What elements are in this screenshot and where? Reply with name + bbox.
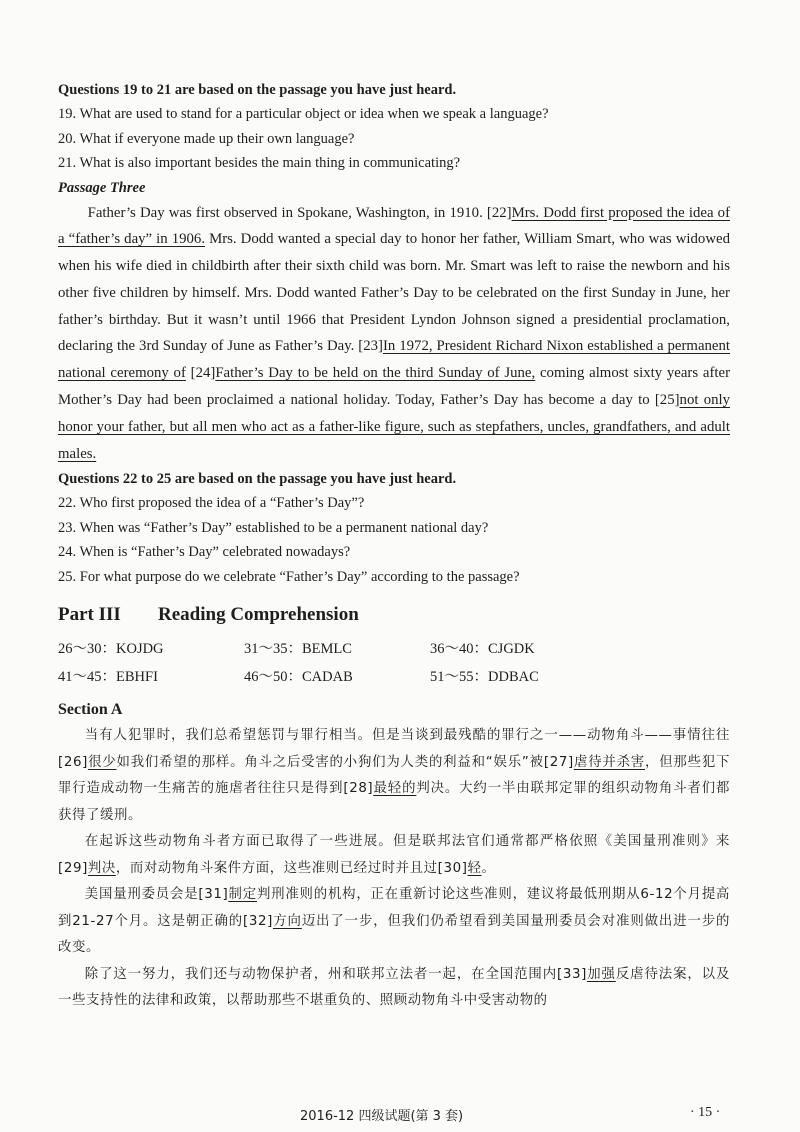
translation-paragraph-2 [58,829,730,882]
translation-text: 当有人犯罪时，我们总希望惩罚与罪行相当。但是当谈到最残酷的罪行之一——动物角斗——事情往往[26] [58,728,730,770]
translation-text: 美国量刑委员会是[31] [84,887,229,903]
answer-key [58,637,730,689]
translation-paragraph-3 [58,882,730,962]
translation-text: ，而对动物角斗案件方面，这些准则已经过时并且过[30] [115,860,468,876]
underlined-answer-22: Mrs. Dodd first proposed the idea of a “father’s day” in 1906. [58,204,731,248]
translation-text: 如我们希望的那样。角斗之后受害的小狗们为人类的利益和“娱乐”被[27] [116,754,574,770]
translation-text: 迈出了一步，但我们仍希望看到美国量刑委员会对准则做出进一步的改变。 [58,913,731,956]
translation-text: 。 [481,860,496,876]
translation-text: ，但那些犯下罪行造成动物一生痛苦的施虐者往往只是得到[28] [58,754,731,797]
question-24: 24. When is “Father’s Day” celebrated nowadays? [58,544,351,561]
translation-text: 反虐待法案，以及一些支持性的法律和政策，以帮助那些不堪重负的、照顾动物角斗中受害动物的 [58,966,730,1009]
page-content [58,78,730,1015]
exam-title-footer: 2016-12 四级试题(第 3 套) [300,1109,464,1124]
underlined-answer-27: 虐待并杀害 [573,754,646,770]
passage-text-4: coming almost sixty years after Mother’s Day had been proclaimed a national holiday. Today, Father’s Day has become a day to [25] [58,365,730,409]
underlined-answer-26: 很少 [87,754,117,770]
underlined-answer-33: 加强 [586,966,616,982]
translation-paragraph-4 [58,962,730,1015]
question-25: 25. For what purpose do we celebrate “Father’s Day” according to the passage? [58,568,520,585]
underlined-answer-23: In 1972, President Richard Nixon established a permanent national ceremony of [58,338,730,382]
translation-text: 在起诉这些动物角斗者方面已取得了一些进展。但是联邦法官们通常都严格依照《美国量刑准则》来[29] [58,834,730,876]
underlined-answer-32: 方向 [272,913,302,929]
passage-text-3: [24] [185,365,216,382]
underlined-answer-31: 制定 [228,887,257,903]
answer-key-item: 41～45：EBHFI [58,669,158,686]
underlined-answer-25: not only honor your father, but all men who act as a father-like figure, such as stepfathers, uncles, grandfathers, and adult males. [58,392,730,462]
page-number: · 15 · [690,1105,721,1120]
answer-key-item: 46～50：CADAB [244,669,353,686]
answer-key-item: 51～55：DDBAC [430,669,539,686]
section-a-heading: Section A [58,701,123,719]
underlined-answer-30: 轻 [467,860,482,876]
translation-text: 判决。大约一半由联邦定罪的组织动物角斗者们都获得了缓刑。 [58,781,730,823]
questions-22-25-heading: Questions 22 to 25 are based on the passage you have just heard. [58,471,457,488]
passage-text-2: Mrs. Dodd wanted a special day to honor her father, William Smart, who was widowed when his wife died in childbirth after their sixth child was born. Mr. Smart was left to raise the newborn and his other five children by himself. Mrs. Dodd wanted Father’s Day to be celebrated on the first Sunday in June, her father’s birthday. But it wasn’t until 1966 that President Lyndon Johnson signed a presidential proclamation, declaring the 3rd Sunday of June as Father’s Day. [23] [58,231,730,355]
passage-text-1: Father’s Day was first observed in Spokane, Washington, in 1910. [22] [87,204,512,221]
part-title: Reading Comprehension [158,604,359,626]
passage-three-title: Passage Three [58,179,146,196]
answer-key-item: 31～35：BEMLC [244,641,352,658]
questions-19-21-heading: Questions 19 to 21 are based on the passage you have just heard. [58,82,457,98]
part-number: Part III [58,604,121,626]
passage-three-text [58,200,730,468]
question-20: 20. What if everyone made up their own language? [58,130,355,147]
underlined-answer-28: 最轻的 [373,781,417,797]
underlined-answer-29: 判决 [87,860,116,876]
translation-text: 除了这一努力，我们还与动物保护者，州和联邦立法者一起，在全国范围内[33] [84,966,587,982]
answer-key-item: 36～40：CJGDK [430,641,535,658]
question-23: 23. When was “Father’s Day” established to be a permanent national day? [58,519,489,536]
question-19: 19. What are used to stand for a particular object or idea when we speak a language? [58,106,549,122]
translation-paragraph-1 [58,723,730,829]
question-21: 21. What is also important besides the main thing in communicating? [58,155,461,171]
question-22: 22. Who first proposed the idea of a “Father’s Day”? [58,495,365,512]
answer-key-item: 26～30：KOJDG [58,641,164,658]
translation-text: 判刑准则的机构，正在重新讨论这些准则，建议将最低刑期从6-12个月提高到21-27个月。这是朝正确的[32] [58,887,731,929]
part-three-heading [58,601,730,629]
underlined-answer-24: Father’s Day to be held on the third Sunday of June, [215,365,536,382]
